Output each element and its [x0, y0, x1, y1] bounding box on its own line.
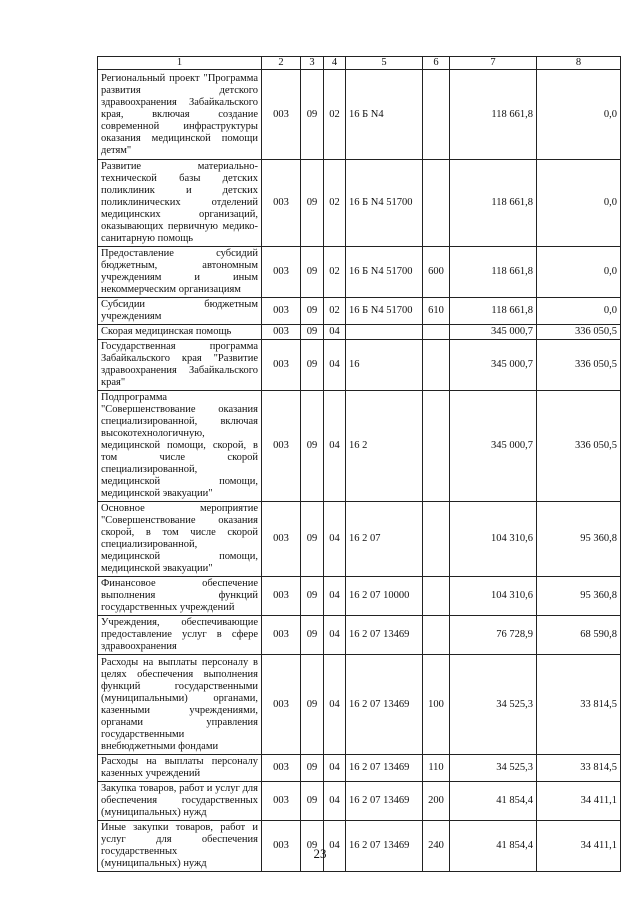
amount-year2-cell: 95 360,8	[537, 577, 621, 616]
expense-type-cell: 100	[423, 655, 450, 755]
amount-year1-cell: 41 854,4	[450, 821, 537, 872]
amount-year2-cell: 33 814,5	[537, 655, 621, 755]
amount-year2-cell: 0,0	[537, 160, 621, 247]
amount-year2-cell: 0,0	[537, 298, 621, 325]
row-name: Иные закупки товаров, работ и услуг для обеспечения государственных (муниципальных) нужд	[98, 821, 262, 872]
subsection-cell: 04	[324, 391, 346, 502]
expense-type-cell	[423, 391, 450, 502]
amount-year2-cell: 95 360,8	[537, 502, 621, 577]
amount-year1-cell: 76 728,9	[450, 616, 537, 655]
section-cell: 09	[301, 655, 324, 755]
section-cell: 09	[301, 247, 324, 298]
amount-year2-cell: 34 411,1	[537, 821, 621, 872]
target-article-cell: 16 2 07 13469	[346, 755, 423, 782]
amount-year1-cell: 34 525,3	[450, 655, 537, 755]
table-row	[98, 655, 621, 755]
admin-code-cell: 003	[262, 298, 301, 325]
section-cell: 09	[301, 616, 324, 655]
amount-year1-cell: 104 310,6	[450, 577, 537, 616]
section-cell: 09	[301, 782, 324, 821]
section-cell: 09	[301, 70, 324, 160]
expense-type-cell	[423, 616, 450, 655]
amount-year2-cell: 0,0	[537, 247, 621, 298]
subsection-cell: 04	[324, 755, 346, 782]
column-header: 2	[262, 57, 301, 70]
table-row	[98, 616, 621, 655]
section-cell: 09	[301, 298, 324, 325]
expense-type-cell	[423, 340, 450, 391]
row-name: Скорая медицинская помощь	[98, 325, 262, 340]
admin-code-cell: 003	[262, 577, 301, 616]
amount-year2-cell: 336 050,5	[537, 325, 621, 340]
table-row	[98, 391, 621, 502]
target-article-cell: 16 2 07 13469	[346, 616, 423, 655]
column-header: 4	[324, 57, 346, 70]
admin-code-cell: 003	[262, 782, 301, 821]
expense-type-cell: 110	[423, 755, 450, 782]
expense-type-cell: 610	[423, 298, 450, 325]
amount-year1-cell: 118 661,8	[450, 247, 537, 298]
admin-code-cell: 003	[262, 160, 301, 247]
target-article-cell: 16 2 07 13469	[346, 655, 423, 755]
admin-code-cell: 003	[262, 247, 301, 298]
amount-year1-cell: 104 310,6	[450, 502, 537, 577]
row-name: Государственная программа Забайкальского края "Развитие здравоохранения Забайкальского края"	[98, 340, 262, 391]
admin-code-cell: 003	[262, 755, 301, 782]
subsection-cell: 02	[324, 298, 346, 325]
amount-year1-cell: 345 000,7	[450, 325, 537, 340]
column-header: 3	[301, 57, 324, 70]
table-row	[98, 70, 621, 160]
target-article-cell: 16 2 07 13469	[346, 782, 423, 821]
section-cell: 09	[301, 502, 324, 577]
expense-type-cell	[423, 70, 450, 160]
amount-year1-cell: 345 000,7	[450, 391, 537, 502]
admin-code-cell: 003	[262, 821, 301, 872]
table-row	[98, 782, 621, 821]
expense-type-cell	[423, 325, 450, 340]
row-name: Финансовое обеспечение выполнения функций государственных учреждений	[98, 577, 262, 616]
row-name: Основное мероприятие "Совершенствование оказания скорой, в том числе скорой специализированной, медицинской помощи, медицинской эвакуации"	[98, 502, 262, 577]
subsection-cell: 02	[324, 70, 346, 160]
admin-code-cell: 003	[262, 616, 301, 655]
target-article-cell: 16 2	[346, 391, 423, 502]
subsection-cell: 04	[324, 821, 346, 872]
subsection-cell: 02	[324, 247, 346, 298]
section-cell: 09	[301, 325, 324, 340]
amount-year2-cell: 34 411,1	[537, 782, 621, 821]
column-header: 7	[450, 57, 537, 70]
amount-year1-cell: 41 854,4	[450, 782, 537, 821]
row-name: Предоставление субсидий бюджетным, автономным учреждениям и иным некоммерческим организациям	[98, 247, 262, 298]
subsection-cell: 02	[324, 160, 346, 247]
amount-year1-cell: 118 661,8	[450, 160, 537, 247]
section-cell: 09	[301, 391, 324, 502]
target-article-cell: 16 Б N4	[346, 70, 423, 160]
subsection-cell: 04	[324, 655, 346, 755]
subsection-cell: 04	[324, 502, 346, 577]
admin-code-cell: 003	[262, 70, 301, 160]
admin-code-cell: 003	[262, 325, 301, 340]
amount-year1-cell: 34 525,3	[450, 755, 537, 782]
section-cell: 09	[301, 821, 324, 872]
row-name: Закупка товаров, работ и услуг для обеспечения государственных (муниципальных) нужд	[98, 782, 262, 821]
amount-year2-cell: 0,0	[537, 70, 621, 160]
table-row	[98, 755, 621, 782]
section-cell: 09	[301, 160, 324, 247]
table-row	[98, 325, 621, 340]
row-name: Региональный проект "Программа развития детского здравоохранения Забайкальского края, включая создание современной инфраструктуры оказания медицинской помощи детям"	[98, 70, 262, 160]
section-cell: 09	[301, 755, 324, 782]
amount-year1-cell: 345 000,7	[450, 340, 537, 391]
amount-year2-cell: 68 590,8	[537, 616, 621, 655]
row-name: Расходы на выплаты персоналу казенных учреждений	[98, 755, 262, 782]
target-article-cell: 16 Б N4 51700	[346, 160, 423, 247]
table-row	[98, 577, 621, 616]
table-row	[98, 247, 621, 298]
target-article-cell: 16 Б N4 51700	[346, 247, 423, 298]
row-name: Подпрограмма "Совершенствование оказания специализированной, включая высокотехнологичную, медицинской помощи, скорой, в том числе скорой специализированной, медицинской помощи, медицинской эвакуации"	[98, 391, 262, 502]
admin-code-cell: 003	[262, 391, 301, 502]
column-header: 1	[98, 57, 262, 70]
amount-year2-cell: 336 050,5	[537, 391, 621, 502]
amount-year1-cell: 118 661,8	[450, 70, 537, 160]
target-article-cell: 16	[346, 340, 423, 391]
budget-table	[97, 56, 621, 872]
subsection-cell: 04	[324, 782, 346, 821]
target-article-cell: 16 2 07 13469	[346, 821, 423, 872]
target-article-cell	[346, 325, 423, 340]
amount-year2-cell: 33 814,5	[537, 755, 621, 782]
subsection-cell: 04	[324, 325, 346, 340]
subsection-cell: 04	[324, 616, 346, 655]
page-number: 23	[313, 846, 327, 861]
table-header-row	[98, 57, 621, 70]
admin-code-cell: 003	[262, 655, 301, 755]
target-article-cell: 16 2 07	[346, 502, 423, 577]
expense-type-cell	[423, 577, 450, 616]
expense-type-cell: 600	[423, 247, 450, 298]
subsection-cell: 04	[324, 340, 346, 391]
column-header: 6	[423, 57, 450, 70]
admin-code-cell: 003	[262, 340, 301, 391]
subsection-cell: 04	[324, 577, 346, 616]
table-row	[98, 340, 621, 391]
row-name: Расходы на выплаты персоналу в целях обеспечения выполнения функций государственными (муниципальными) органами, казенными учреждениями, органами управления государственными внебюджетными фондами	[98, 655, 262, 755]
target-article-cell: 16 Б N4 51700	[346, 298, 423, 325]
column-header: 8	[537, 57, 621, 70]
expense-type-cell: 240	[423, 821, 450, 872]
table-row	[98, 160, 621, 247]
expense-type-cell: 200	[423, 782, 450, 821]
section-cell: 09	[301, 577, 324, 616]
table-row	[98, 502, 621, 577]
row-name: Учреждения, обеспечивающие предоставление услуг в сфере здравоохранения	[98, 616, 262, 655]
amount-year2-cell: 336 050,5	[537, 340, 621, 391]
amount-year1-cell: 118 661,8	[450, 298, 537, 325]
expense-type-cell	[423, 502, 450, 577]
expense-type-cell	[423, 160, 450, 247]
section-cell: 09	[301, 340, 324, 391]
admin-code-cell: 003	[262, 502, 301, 577]
row-name: Развитие материально-технической базы детских поликлиник и детских поликлинических отделений медицинских организаций, оказывающих первичную медико-санитарную помощь	[98, 160, 262, 247]
row-name: Субсидии бюджетным учреждениям	[98, 298, 262, 325]
column-header: 5	[346, 57, 423, 70]
target-article-cell: 16 2 07 10000	[346, 577, 423, 616]
table-row	[98, 298, 621, 325]
